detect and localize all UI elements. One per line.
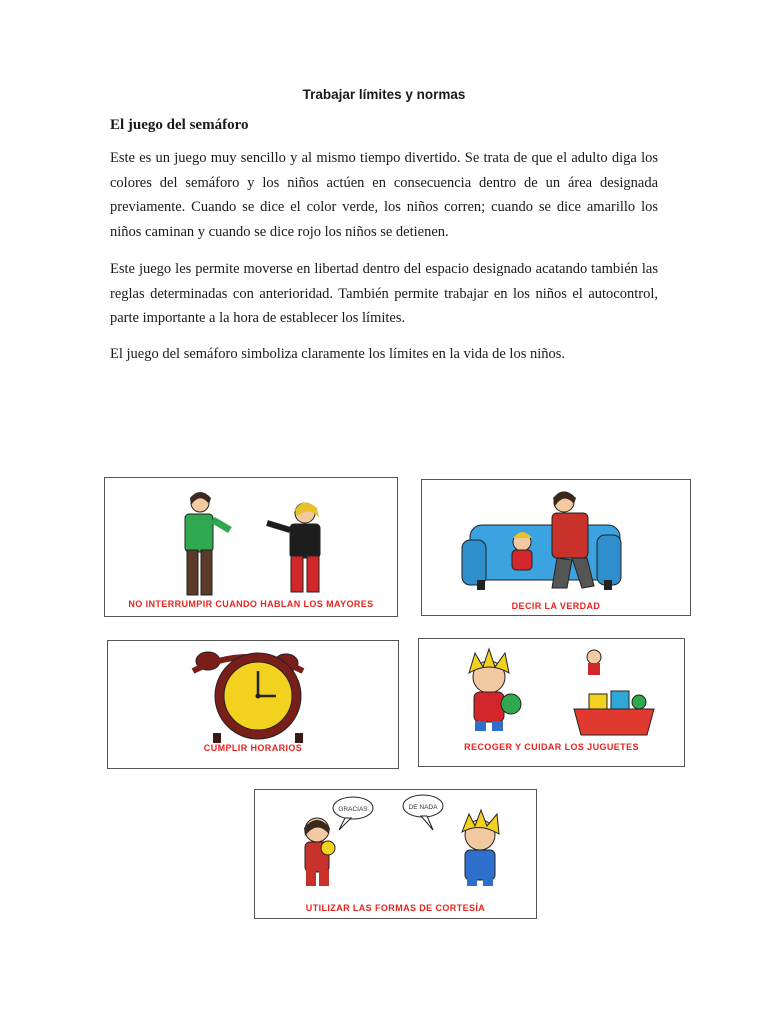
adult-and-child-illustration [105,478,397,616]
card-caption: UTILIZAR LAS FORMAS DE CORTESÍA [305,903,486,913]
card-decir-verdad [421,479,691,616]
paragraph-2: Este juego les permite moverse en libertad dentro del espacio designado acatando también las reglas determinadas con anterioridad. También permite trabajar en los niños el autocontrol, parte importante a la hora de establecer los límites. [110,261,658,326]
card-caption: DECIR LA VERDAD [511,601,601,611]
card-recoger-juguetes [418,638,685,767]
card-caption: NO INTERRUMPIR CUANDO HABLAN LOS MAYORES [128,599,374,609]
section-heading: El juego del semáforo [110,117,249,133]
document-title: Trabajar límites y normas [302,87,466,102]
bubble-de-nada: DE NADA [408,804,438,811]
card-cumplir-horarios [107,640,399,769]
card-caption: CUMPLIR HORARIOS [203,743,303,753]
courtesy-illustration [255,790,536,918]
card-formas-cortesia [254,789,537,919]
paragraph-3: El juego del semáforo simboliza claramente los límites en la vida de los niños. [110,346,566,362]
card-no-interrumpir [104,477,398,617]
card-caption: RECOGER Y CUIDAR LOS JUGUETES [464,742,639,752]
paragraph-1: Este es un juego muy sencillo y al mismo tiempo divertido. Se trata de que el adulto diga los colores del semáforo y los niños actúen en consecuencia dentro de un área designada previamente. Cuando se dice el color verde, los niños corren; cuando se dice amarillo los niños caminan y cuando se dice rojo los niños se detienen. [110,150,658,240]
sofa-illustration [422,480,690,615]
bubble-gracias: GRACIAS [338,806,368,813]
